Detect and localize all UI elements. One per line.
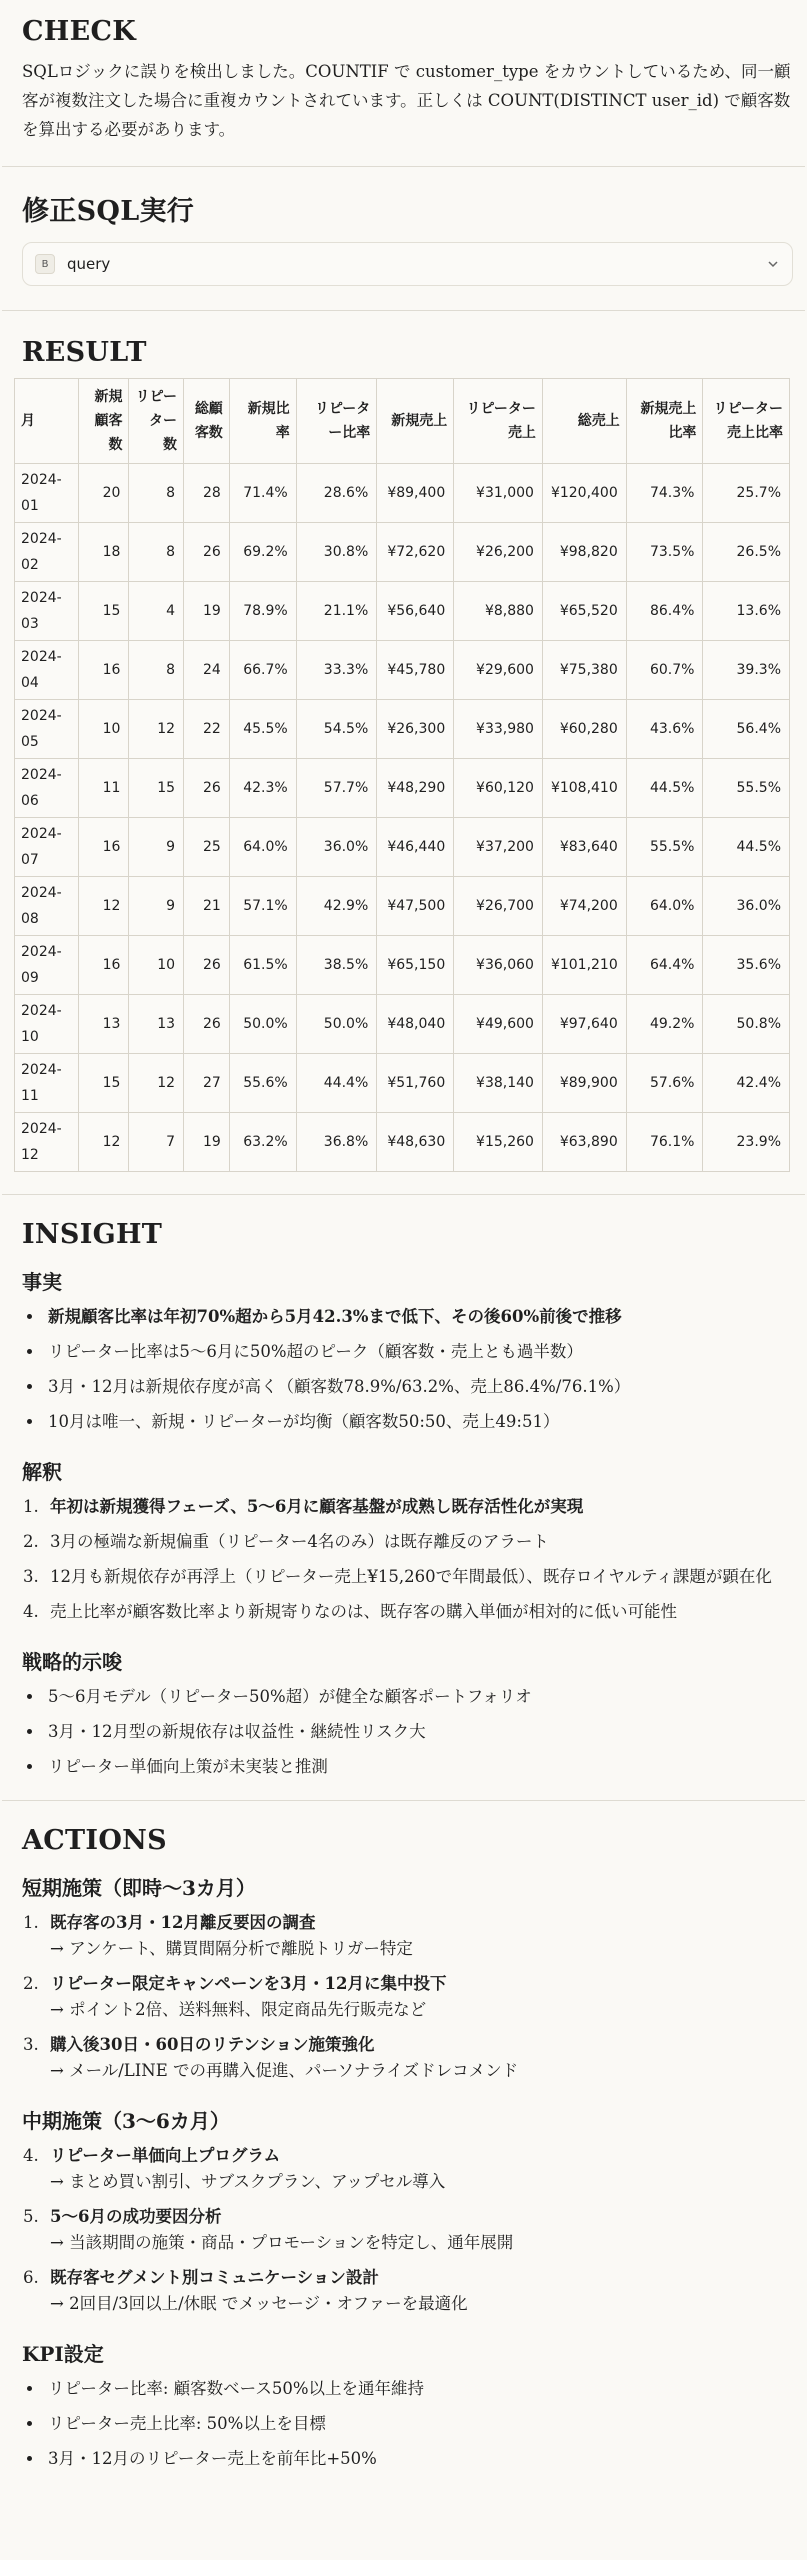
table-cell: ¥97,640	[542, 995, 626, 1054]
table-cell: 26.5%	[703, 523, 790, 582]
result-heading: RESULT	[22, 337, 147, 368]
table-row	[15, 1054, 790, 1113]
month-cell: 2024-02	[15, 523, 79, 582]
table-cell: 23.9%	[703, 1113, 790, 1172]
month-cell: 2024-12	[15, 1113, 79, 1172]
table-cell: 44.5%	[703, 818, 790, 877]
table-cell: 28	[184, 464, 230, 523]
table-cell: 21	[184, 877, 230, 936]
column-header: 総売上	[542, 379, 626, 464]
interpretation-list	[22, 1495, 793, 1624]
table-cell: 73.5%	[626, 523, 703, 582]
list-item: • 新規顧客比率は年初70%超から5月42.3%まで低下、その後60%前後で推移	[44, 1305, 793, 1329]
month-cell: 2024-07	[15, 818, 79, 877]
table-cell: 10	[129, 936, 184, 995]
list-item: 1. 既存客の3月・12月離反要因の調査 → アンケート、購買間隔分析で離脱トリガー特定	[44, 1911, 793, 1961]
list-item: 3. 購入後30日・60日のリテンション施策強化 → メール/LINE での再購入促進、パーソナライズドレコメンド	[44, 2033, 793, 2083]
kpi-list	[22, 2377, 793, 2471]
table-cell: 60.7%	[626, 641, 703, 700]
table-cell: 9	[129, 877, 184, 936]
column-header: 新規売上比率	[626, 379, 703, 464]
table-cell: 69.2%	[229, 523, 296, 582]
table-cell: 12	[78, 1113, 129, 1172]
table-cell: 50.0%	[296, 995, 377, 1054]
table-cell: 71.4%	[229, 464, 296, 523]
table-cell: 16	[78, 936, 129, 995]
list-item: • リピーター比率: 顧客数ベース50%以上を通年維持	[44, 2377, 793, 2401]
table-cell: 44.5%	[626, 759, 703, 818]
mid-term-list	[22, 2144, 793, 2316]
check-message: SQLロジックに誤りを検出しました。COUNTIF で customer_type をカウントしているため、同一顧客が複数注文した場合に重複カウントされています。正しくは COUNT(DISTINCT user_id) で顧客数を算出する必要があります。	[22, 62, 791, 139]
table-cell: ¥89,900	[542, 1054, 626, 1113]
result-table	[14, 378, 790, 1172]
strategy-heading: 戦略的示唆	[22, 1650, 122, 1674]
table-cell: ¥108,410	[542, 759, 626, 818]
insight-heading: INSIGHT	[22, 1219, 163, 1250]
list-item: 4. 売上比率が顧客数比率より新規寄りなのは、既存客の購入単価が相対的に低い可能性	[44, 1600, 793, 1624]
table-cell: 27	[184, 1054, 230, 1113]
table-cell: ¥31,000	[454, 464, 543, 523]
table-cell: 8	[129, 641, 184, 700]
table-cell: 74.3%	[626, 464, 703, 523]
table-cell: 57.6%	[626, 1054, 703, 1113]
table-cell: 13	[129, 995, 184, 1054]
table-row	[15, 523, 790, 582]
table-cell: 13	[78, 995, 129, 1054]
column-header: 新規顧客数	[78, 379, 129, 464]
table-cell: 22	[184, 700, 230, 759]
table-cell: ¥8,880	[454, 582, 543, 641]
table-cell: ¥65,520	[542, 582, 626, 641]
table-cell: ¥65,150	[377, 936, 454, 995]
table-cell: 26	[184, 936, 230, 995]
table-cell: 78.9%	[229, 582, 296, 641]
table-cell: 64.0%	[626, 877, 703, 936]
table-cell: 55.6%	[229, 1054, 296, 1113]
table-cell: 28.6%	[296, 464, 377, 523]
table-cell: 50.0%	[229, 995, 296, 1054]
table-cell: 42.4%	[703, 1054, 790, 1113]
table-row	[15, 995, 790, 1054]
month-cell: 2024-01	[15, 464, 79, 523]
table-cell: ¥26,700	[454, 877, 543, 936]
table-cell: 15	[78, 1054, 129, 1113]
table-cell: 55.5%	[703, 759, 790, 818]
table-cell: 4	[129, 582, 184, 641]
table-cell: 30.8%	[296, 523, 377, 582]
table-cell: 19	[184, 1113, 230, 1172]
table-row	[15, 759, 790, 818]
table-cell: 61.5%	[229, 936, 296, 995]
short-term-list	[22, 1911, 793, 2083]
table-cell: ¥49,600	[454, 995, 543, 1054]
list-item: • リピーター単価向上策が未実装と推測	[44, 1755, 793, 1779]
table-header-row	[15, 379, 790, 464]
list-item: • リピーター比率は5〜6月に50%超のピーク（顧客数・売上とも過半数）	[44, 1340, 793, 1364]
table-row	[15, 464, 790, 523]
table-cell: 76.1%	[626, 1113, 703, 1172]
table-cell: 50.8%	[703, 995, 790, 1054]
table-cell: ¥63,890	[542, 1113, 626, 1172]
month-cell: 2024-05	[15, 700, 79, 759]
table-cell: ¥26,200	[454, 523, 543, 582]
table-row	[15, 641, 790, 700]
table-cell: ¥33,980	[454, 700, 543, 759]
table-cell: 7	[129, 1113, 184, 1172]
list-item: 3. 12月も新規依存が再浮上（リピーター売上¥15,260で年間最低）、既存ロイヤルティ課題が顕在化	[44, 1565, 793, 1589]
table-cell: ¥29,600	[454, 641, 543, 700]
column-header: リピーター売上比率	[703, 379, 790, 464]
table-cell: ¥38,140	[454, 1054, 543, 1113]
table-cell: ¥72,620	[377, 523, 454, 582]
facts-list	[22, 1305, 793, 1434]
facts-heading: 事実	[22, 1270, 62, 1294]
list-item: • 5〜6月モデル（リピーター50%超）が健全な顧客ポートフォリオ	[44, 1685, 793, 1709]
month-cell: 2024-09	[15, 936, 79, 995]
list-item: 4. リピーター単価向上プログラム → まとめ買い割引、サブスクプラン、アップセル導入	[44, 2144, 793, 2194]
strategy-list	[22, 1685, 793, 1779]
kpi-heading: KPI設定	[22, 2342, 104, 2366]
table-cell: ¥101,210	[542, 936, 626, 995]
actions-heading: ACTIONS	[22, 1825, 167, 1856]
list-item: • 10月は唯一、新規・リピーターが均衡（顧客数50:50、売上49:51）	[44, 1410, 793, 1434]
month-cell: 2024-04	[15, 641, 79, 700]
list-item: • リピーター売上比率: 50%以上を目標	[44, 2412, 793, 2436]
list-item: 5. 5〜6月の成功要因分析 → 当該期間の施策・商品・プロモーションを特定し、通年展開	[44, 2205, 793, 2255]
column-header: 月	[15, 379, 79, 464]
table-cell: ¥56,640	[377, 582, 454, 641]
table-cell: 16	[78, 641, 129, 700]
mid-term-heading: 中期施策（3〜6カ月）	[22, 2109, 230, 2133]
list-item: 1. 年初は新規獲得フェーズ、5〜6月に顧客基盤が成熟し既存活性化が実現	[44, 1495, 793, 1519]
table-cell: 36.0%	[703, 877, 790, 936]
table-cell: 36.8%	[296, 1113, 377, 1172]
table-cell: 24	[184, 641, 230, 700]
column-header: リピーター比率	[296, 379, 377, 464]
chevron-down-icon[interactable]	[766, 257, 780, 271]
table-cell: ¥36,060	[454, 936, 543, 995]
table-cell: ¥74,200	[542, 877, 626, 936]
table-cell: ¥15,260	[454, 1113, 543, 1172]
query-toggle[interactable]	[22, 242, 793, 286]
table-row	[15, 582, 790, 641]
table-cell: 43.6%	[626, 700, 703, 759]
table-cell: ¥47,500	[377, 877, 454, 936]
table-cell: 45.5%	[229, 700, 296, 759]
table-cell: 12	[129, 700, 184, 759]
list-item: 2. リピーター限定キャンペーンを3月・12月に集中投下 → ポイント2倍、送料無料、限定商品先行販売など	[44, 1972, 793, 2022]
table-cell: 33.3%	[296, 641, 377, 700]
table-cell: 11	[78, 759, 129, 818]
table-row	[15, 818, 790, 877]
short-term-heading: 短期施策（即時〜3カ月）	[22, 1876, 256, 1900]
table-cell: ¥60,120	[454, 759, 543, 818]
table-cell: 38.5%	[296, 936, 377, 995]
table-cell: 13.6%	[703, 582, 790, 641]
table-cell: ¥37,200	[454, 818, 543, 877]
table-cell: ¥48,290	[377, 759, 454, 818]
table-cell: 36.0%	[296, 818, 377, 877]
table-cell: 63.2%	[229, 1113, 296, 1172]
table-cell: ¥120,400	[542, 464, 626, 523]
table-row	[15, 1113, 790, 1172]
month-cell: 2024-11	[15, 1054, 79, 1113]
query-badge-icon: B	[35, 254, 55, 274]
table-cell: 8	[129, 464, 184, 523]
table-cell: 57.1%	[229, 877, 296, 936]
list-item: 6. 既存客セグメント別コミュニケーション設計 → 2回目/3回以上/休眠 でメッセージ・オファーを最適化	[44, 2266, 793, 2316]
table-row	[15, 877, 790, 936]
list-item: • 3月・12月は新規依存度が高く（顧客数78.9%/63.2%、売上86.4%/76.1%）	[44, 1375, 793, 1399]
column-header: リピーター売上	[454, 379, 543, 464]
table-row	[15, 936, 790, 995]
list-item: • 3月・12月のリピーター売上を前年比+50%	[44, 2447, 793, 2471]
check-heading: CHECK	[22, 16, 137, 47]
table-cell: 54.5%	[296, 700, 377, 759]
table-cell: 18	[78, 523, 129, 582]
table-cell: 64.0%	[229, 818, 296, 877]
table-cell: 39.3%	[703, 641, 790, 700]
table-cell: 9	[129, 818, 184, 877]
list-item: • 3月・12月型の新規依存は収益性・継続性リスク大	[44, 1720, 793, 1744]
column-header: 新規比率	[229, 379, 296, 464]
table-cell: 21.1%	[296, 582, 377, 641]
table-cell: 15	[78, 582, 129, 641]
table-cell: 42.3%	[229, 759, 296, 818]
table-cell: 57.7%	[296, 759, 377, 818]
month-cell: 2024-03	[15, 582, 79, 641]
table-cell: ¥83,640	[542, 818, 626, 877]
table-cell: ¥89,400	[377, 464, 454, 523]
table-cell: ¥98,820	[542, 523, 626, 582]
table-cell: 55.5%	[626, 818, 703, 877]
column-header: リピーター数	[129, 379, 184, 464]
column-header: 新規売上	[377, 379, 454, 464]
month-cell: 2024-06	[15, 759, 79, 818]
table-cell: ¥75,380	[542, 641, 626, 700]
table-cell: 66.7%	[229, 641, 296, 700]
table-cell: 12	[129, 1054, 184, 1113]
table-cell: ¥48,630	[377, 1113, 454, 1172]
sql-heading: 修正SQL実行	[22, 196, 195, 227]
table-cell: ¥45,780	[377, 641, 454, 700]
table-cell: ¥26,300	[377, 700, 454, 759]
table-cell: 12	[78, 877, 129, 936]
table-cell: 86.4%	[626, 582, 703, 641]
interpretation-heading: 解釈	[22, 1460, 62, 1484]
month-cell: 2024-08	[15, 877, 79, 936]
table-cell: 8	[129, 523, 184, 582]
table-cell: 10	[78, 700, 129, 759]
table-cell: ¥60,280	[542, 700, 626, 759]
table-cell: 25.7%	[703, 464, 790, 523]
month-cell: 2024-10	[15, 995, 79, 1054]
query-label: query	[67, 255, 111, 273]
table-cell: 19	[184, 582, 230, 641]
table-cell: 26	[184, 995, 230, 1054]
table-cell: ¥48,040	[377, 995, 454, 1054]
table-cell: 15	[129, 759, 184, 818]
table-cell: 42.9%	[296, 877, 377, 936]
table-cell: 26	[184, 523, 230, 582]
table-cell: 56.4%	[703, 700, 790, 759]
table-cell: 20	[78, 464, 129, 523]
list-item: 2. 3月の極端な新規偏重（リピーター4名のみ）は既存離反のアラート	[44, 1530, 793, 1554]
table-cell: 35.6%	[703, 936, 790, 995]
table-cell: 26	[184, 759, 230, 818]
table-cell: 16	[78, 818, 129, 877]
table-cell: ¥46,440	[377, 818, 454, 877]
table-cell: 25	[184, 818, 230, 877]
table-cell: ¥51,760	[377, 1054, 454, 1113]
table-cell: 64.4%	[626, 936, 703, 995]
column-header: 総顧客数	[184, 379, 230, 464]
table-row	[15, 700, 790, 759]
table-cell: 49.2%	[626, 995, 703, 1054]
table-cell: 44.4%	[296, 1054, 377, 1113]
